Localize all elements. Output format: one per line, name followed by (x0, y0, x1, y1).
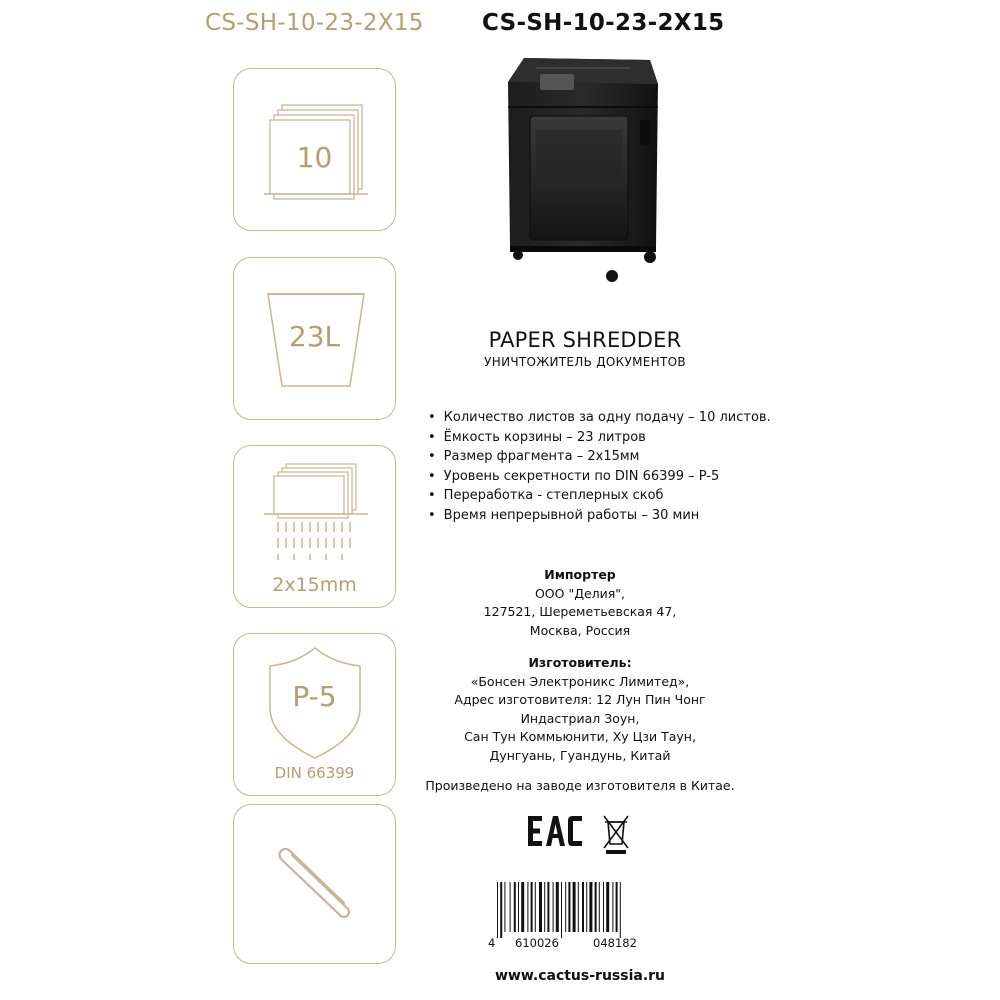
barcode-bar (561, 882, 562, 938)
barcode-bar (497, 882, 498, 938)
manufacturer-line: «Бонсен Электроникс Лимитед», (470, 673, 690, 689)
barcode-bar (620, 882, 621, 938)
manufacturer-line: Дунгуань, Гуандунь, Китай (489, 747, 671, 763)
barcode-bar (578, 882, 579, 932)
feature-list (428, 408, 808, 525)
manufacturer-block (420, 654, 740, 765)
barcode-group-2: 048182 (593, 936, 637, 950)
barcode-bar (568, 882, 570, 932)
weee-bin-icon (604, 816, 628, 854)
certification-marks (528, 812, 638, 856)
importer-block (420, 566, 740, 640)
staple-card (233, 804, 396, 964)
barcode-bar (595, 882, 597, 932)
shred-size-card (233, 445, 396, 608)
feature-item: • Время непрерывной работы – 30 мин (428, 506, 808, 526)
staple-icon (234, 805, 397, 965)
barcode-bar (589, 882, 592, 932)
manufacturer-line: Сан Тун Коммьюнити, Ху Цзи Таун, (464, 729, 696, 744)
importer-line: 127521, Шереметьевская 47, (483, 604, 677, 619)
barcode-bar (556, 882, 559, 932)
sheets-label: 10 (296, 141, 333, 174)
model-title-right: CS-SH-10-23-2X15 (482, 10, 725, 36)
barcode-bar (606, 882, 609, 932)
barcode-bar (582, 882, 584, 932)
barcode-bar (553, 882, 554, 932)
barcode-bar (510, 882, 511, 932)
barcode-bar (612, 882, 613, 932)
importer-line: ООО "Делия", (534, 585, 626, 601)
feature-item: • Количество листов за одну подачу – 10 листов. (428, 408, 808, 428)
manufacturer-line: Адрес изготовителя: 12 Лун Пин Чонг (454, 692, 706, 707)
bin-label: 23L (288, 320, 341, 353)
model-title-left: CS-SH-10-23-2X15 (205, 10, 424, 36)
barcode-bar (518, 882, 519, 932)
security-level-label: P-5 (292, 680, 337, 713)
barcode-bar (535, 882, 536, 932)
made-in-note: Произведено на заводе изготовителя в Китае. (425, 778, 735, 793)
barcode-bar (527, 882, 528, 932)
barcode-group-1: 610026 (515, 936, 559, 950)
product-subtitle: УНИЧТОЖИТЕЛЬ ДОКУМЕНТОВ (484, 355, 686, 369)
feature-item: • Переработка - степлерных скоб (428, 486, 808, 506)
barcode-bar (586, 882, 587, 932)
barcode-bar (514, 882, 516, 932)
importer-label: Импортер (544, 567, 616, 582)
shred-size-label: 2x15mm (272, 574, 357, 596)
shredder-image (500, 50, 665, 285)
manufacturer-line: Индастриал Зоун, (520, 710, 640, 726)
barcode-bar (531, 882, 533, 932)
barcode-bar (565, 882, 566, 932)
eac-mark-icon (528, 816, 582, 846)
barcode-bar (500, 882, 502, 938)
bin-card (233, 257, 396, 420)
feature-item: • Уровень секретности по DIN 66399 – P-5 (428, 467, 808, 487)
feature-item: • Размер фрагмента – 2х15мм (428, 447, 808, 467)
barcode-bar (547, 882, 549, 932)
barcode-first-digit: 4 (488, 936, 496, 950)
manufacturer-label: Изготовитель: (528, 655, 632, 670)
barcode-bar (539, 882, 542, 932)
barcode-bar (504, 882, 505, 932)
sheets-card (233, 68, 396, 231)
website-link[interactable]: www.cactus-russia.ru (494, 968, 666, 984)
feature-item: • Ёмкость корзины – 23 литров (428, 428, 808, 448)
security-card (233, 633, 396, 796)
barcode-bar (616, 882, 618, 932)
barcode-bar (544, 882, 545, 932)
security-standard-caption: DIN 66399 (274, 764, 355, 782)
importer-line: Москва, Россия (529, 622, 631, 638)
barcode-bar (599, 882, 600, 932)
barcode (495, 882, 665, 938)
barcode-bar (573, 882, 576, 932)
barcode-bar (521, 882, 524, 932)
product-title: PAPER SHREDDER (488, 328, 682, 352)
barcode-bar (603, 882, 604, 932)
